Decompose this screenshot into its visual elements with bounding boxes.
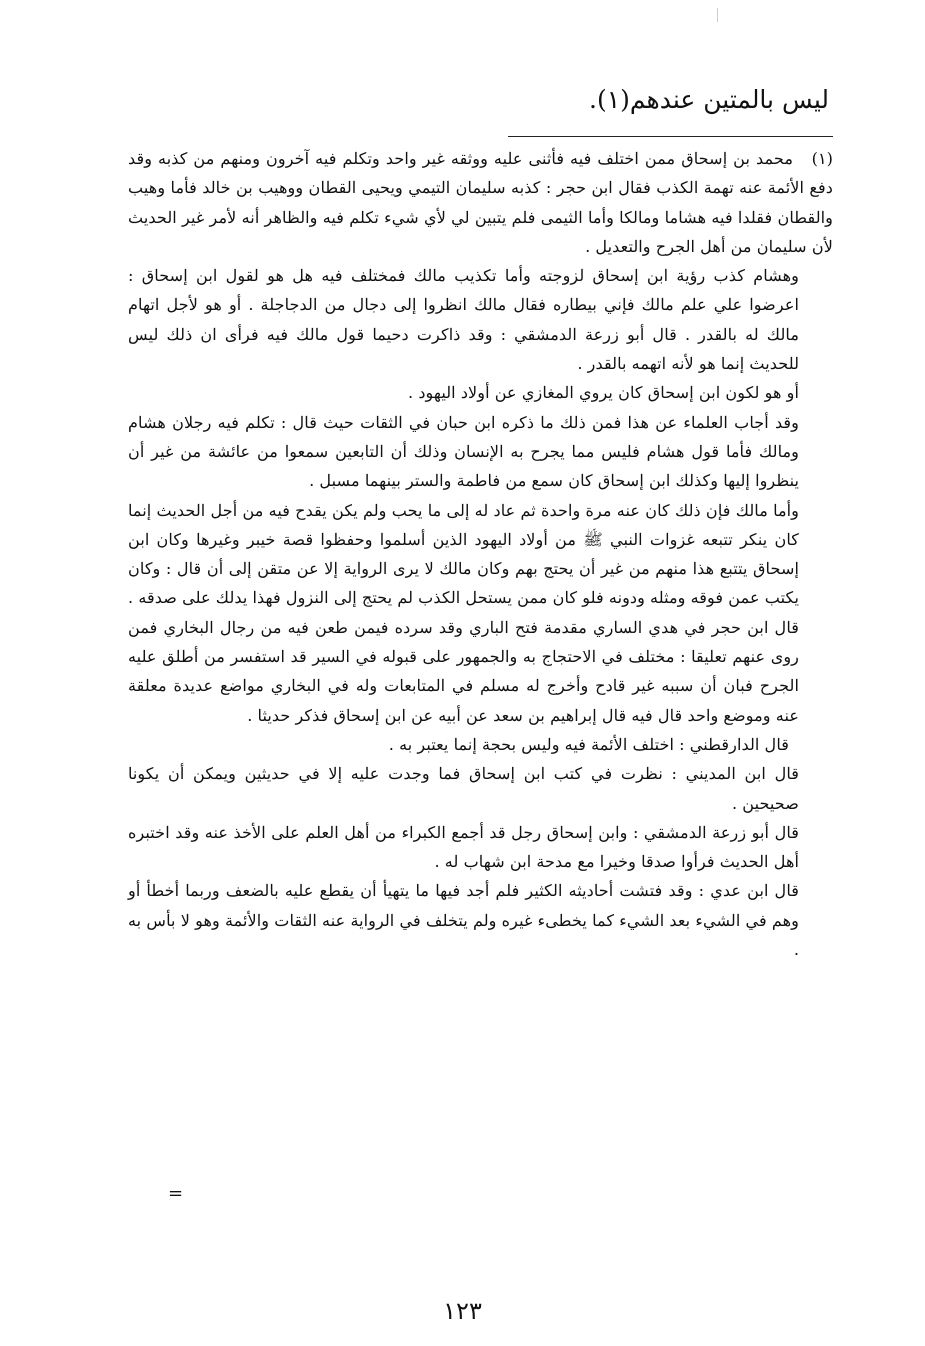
scan-mark: [717, 8, 718, 22]
continuation-mark: =: [168, 1183, 184, 1204]
page-number: ١٢٣: [443, 1297, 482, 1325]
footnote-marker: (١): [811, 149, 833, 168]
footnote-paragraph-7: قال الدارقطني : اختلف الأئمة فيه وليس بحجة إنما يعتبر به .: [388, 734, 789, 754]
main-text-line: ليس بالمتين عندهم(١).: [589, 85, 829, 114]
footnote-paragraph-10: قال ابن عدي : وقد فتشت أحاديثه الكثير فلم أجد فيها ما يتهيأ أن يقطع عليه بالضعف وربما أخطأ أو وهم في الشيء بعد الشيء كما يخطىء غيره ولم يتخلف في الرواية عنه الثقات والأئمة وهو لا بأس به .: [128, 881, 799, 960]
footnote-paragraph-1: [128, 144, 833, 261]
footnote-paragraph-5: وأما مالك فإن ذلك كان عنه مرة واحدة ثم عاد له إلى ما يحب ولم يكن يقدح فيه من أجل الحديث إنما كان ينكر تتبعه غزوات النبي ﷺ من أولاد اليهود الذين أسلموا وحفظوا قصة خيبر وغيرها وكان ابن إسحاق يتتبع هذا منهم من غير أن يحتج بهم وكان مالك لا يرى الرواية إلا عن متقن إلى أن قال : وكان يكتب عمن فوقه ومثله ودونه فلو كان ممن يستحل الكذب لم يحتج إلى النزول فهذا يدلك على صدقه .: [128, 500, 799, 608]
footnote-paragraph-3: أو هو لكون ابن إسحاق كان يروي المغازي عن أولاد اليهود .: [408, 383, 799, 403]
footnote-paragraph-4: وقد أجاب العلماء عن هذا فمن ذلك ما ذكره ابن حبان في الثقات حيث قال : تكلم فيه رجلان هشام ومالك فأما قول هشام فليس مما يجرح به الإنسان وذلك أن التابعين سمعوا من عائشة من غير أن ينظروا إليها وكذلك ابن إسحاق كان سمع من فاطمة والستر بينهما مسبل .: [128, 412, 799, 491]
footnote-separator: [508, 136, 833, 137]
footnote-paragraph-2: وهشام كذب رؤية ابن إسحاق لزوجته وأما تكذيب مالك فمختلف فيه هل هو لقول ابن إسحاق : اعرضوا علي علم مالك فإني بيطاره فقال مالك انظروا إلى دجال من الدجاجلة . أو هو لأجل اتهام مالك له بالقدر . قال أبو زرعة الدمشقي : وقد ذاكرت دحيما قول مالك فيه فرأى ان ذلك ليس للحديث إنما هو لأنه اتهمه بالقدر .: [128, 266, 799, 374]
footnote-paragraph-9: قال أبو زرعة الدمشقي : وابن إسحاق رجل قد أجمع الكبراء من أهل العلم على الأخذ عنه وقد اختبره أهل الحديث فرأوا صدقا وخيرا مع مدحة ابن شهاب له .: [128, 822, 799, 872]
footnote-block: [128, 144, 833, 964]
footnote-paragraph-text: محمد بن إسحاق ممن اختلف فيه فأثنى عليه ووثقه غير واحد وتكلم فيه آخرون ومنهم من كذبه وقد دفع الأئمة عنه تهمة الكذب فقال ابن حجر : كذبه سليمان التيمي ويحيى القطان ووهيب بن خالد فأما وهيب والقطان فقلدا فيه هشاما ومالكا وأما الثيمى فلم يتبين لي لأي شيء تكلم فيه والظاهر أنه لأمر غير الحديث لأن سليمان من أهل الجرح والتعديل .: [128, 149, 833, 256]
footnote-paragraph-6: قال ابن حجر في هدي الساري مقدمة فتح الباري وقد سرده فيمن طعن فيه من رجال البخاري فمن روى عنهم تعليقا : مختلف في الاحتجاج به والجمهور على قبوله في السير قد استفسر من أطلق عليه الجرح فبان أن سببه غير قادح وأخرج له مسلم في المتابعات وله في البخاري مواضع عديدة معلقة عنه وموضع واحد قال فيه قال إبراهيم بن سعد عن أبيه عن ابن إسحاق فذكر حديثا .: [128, 617, 799, 725]
footnote-paragraph-8: قال ابن المديني : نظرت في كتب ابن إسحاق فما وجدت عليه إلا في حديثين ويمكن أن يكونا صحيحين .: [128, 764, 799, 813]
